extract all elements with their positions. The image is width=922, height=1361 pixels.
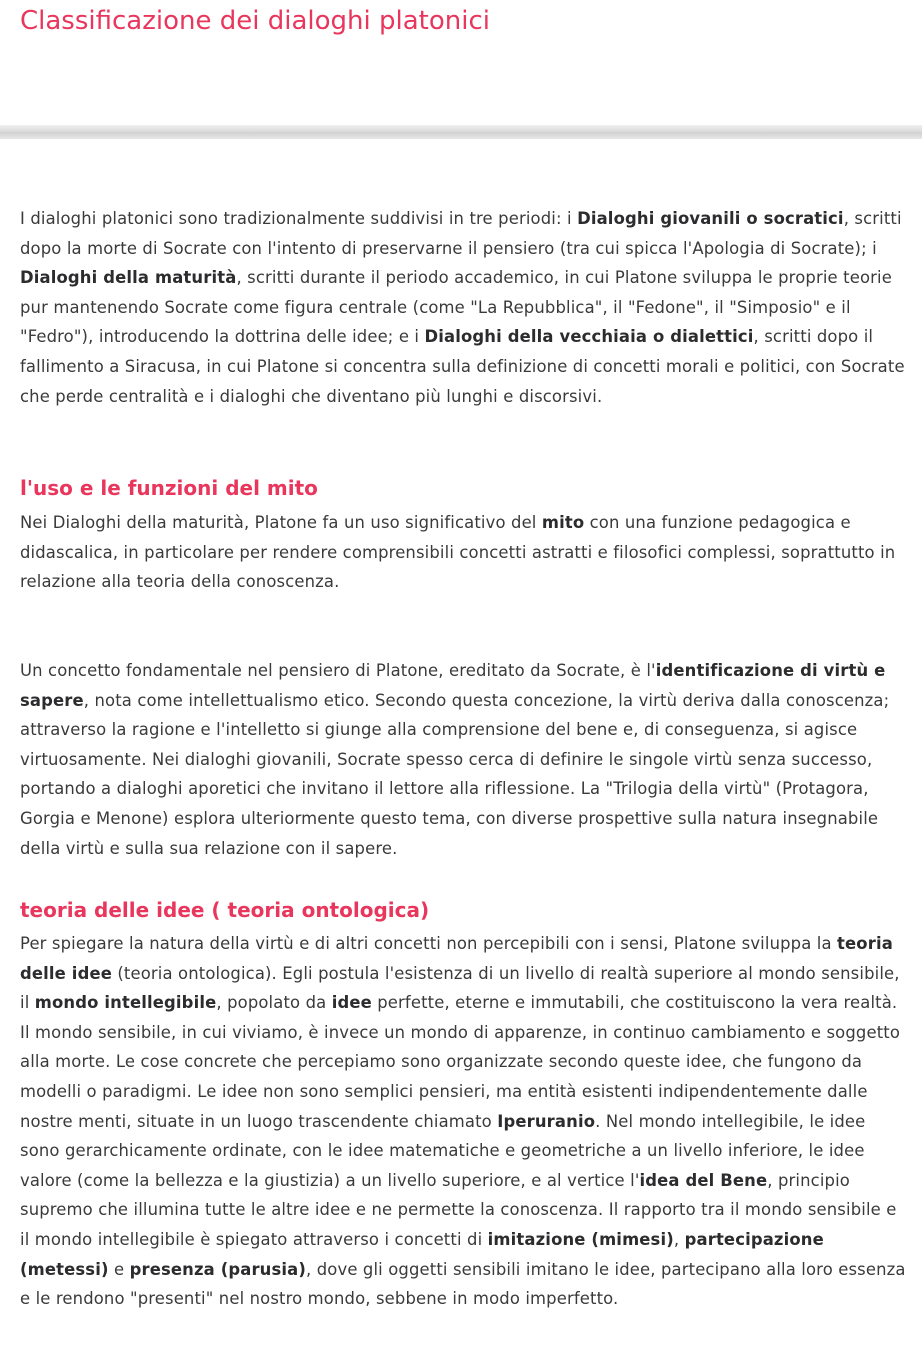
paragraph-mito: [20, 508, 908, 597]
text-run: , nota come intellettualismo etico. Secondo questa concezione, la virtù deriva dalla conoscenza; attraverso la ragione e l'intelletto si giunge alla comprensione del bene e, di conseguenza, si agisce virtuosamente. Nei dialoghi giovanili, Socrate spesso cerca di definire le singole virtù senza successo, portando a dialoghi aporetici che invitano il lettore alla riflessione. La "Trilogia della virtù" (Protagora, Gorgia e Menone) esplora ulteriormente questo tema, con diverse prospettive sulla natura insegnabile della virtù e sulla sua relazione con il sapere.: [20, 690, 890, 858]
bold-run: Dialoghi della vecchiaia o dialettici: [424, 327, 754, 347]
bold-run: identificazione di virtù e sapere: [20, 661, 886, 710]
text-run: , scritti dopo la morte di Socrate con l'intento di preservarne il pensiero (tra cui spicca l'Apologia di Socrate); i: [20, 209, 902, 258]
text-run: con una funzione pedagogica e didascalica, in particolare per rendere comprensibili concetti astratti e filosofici complessi, soprattutto in relazione alla teoria della conoscenza.: [20, 513, 896, 592]
text-run: I dialoghi platonici sono tradizionalmente suddivisi in tre periodi: i: [20, 209, 578, 228]
text-run: Nei Dialoghi della maturità, Platone fa un uso significativo del: [20, 513, 542, 532]
bold-run: mondo intellegibile: [34, 993, 217, 1013]
bold-run: Dialoghi della maturità: [20, 268, 237, 288]
text-run: Un concetto fondamentale nel pensiero di Platone, ereditato da Socrate, è l': [20, 661, 656, 680]
section-heading-mito: l'uso e le funzioni del mito: [20, 476, 318, 500]
text-run: , principio supremo che illumina tutte le altre idee e ne permette la conoscenza. Il rapporto tra il mondo sensibile e il mondo intellegibile è spiegato attraverso i concetti di: [20, 1170, 897, 1249]
bold-run: presenza (parusia): [129, 1259, 307, 1279]
text-run: , dove gli oggetti sensibili imitano le idee, partecipano alla loro essenza e le rendono "presenti" nel nostro mondo, sebbene in modo imperfetto.: [20, 1259, 906, 1309]
bold-run: teoria delle idee: [20, 934, 893, 983]
text-run: perfette, eterne e immutabili, che costituiscono la vera realtà. Il mondo sensibile, in cui viviamo, è invece un mondo di apparenze, in continuo cambiamento e soggetto alla morte. Le cose concrete che percepiamo sono organizzate secondo queste idee, che fungono da modelli o paradigmi. Le idee non sono semplici pensieri, ma entità esistenti indipendentemente dalle nostre menti, situate in un luogo trascendente chiamato: [20, 993, 901, 1131]
section-heading-teoria-idee: teoria delle idee ( teoria ontologica): [20, 898, 430, 922]
text-run: . Nel mondo intellegibile, le idee sono gerarchicamente ordinate, con le idee matematiche e geometriche a un livello inferiore, le idee valore (come la bellezza e la giustizia) a un livello superiore, e al vertice l': [20, 1111, 866, 1190]
bold-run: idea del Bene: [639, 1170, 768, 1190]
bold-run: partecipazione (metessi): [20, 1229, 824, 1279]
horizontal-divider: [0, 125, 922, 139]
text-run: ,: [673, 1229, 685, 1249]
paragraph-periods: [20, 204, 908, 411]
text-run: , popolato da: [216, 993, 332, 1013]
text-run: , scritti durante il periodo accademico, in cui Platone sviluppa le proprie teorie pur mantenendo Socrate come figura centrale (come "La Repubblica", il "Fedone", il "Simposio" e il "Fedro"), introducendo la dottrina delle idee; e i: [20, 268, 892, 347]
text-run: (teoria ontologica). Egli postula l'esistenza di un livello di realtà superiore al mondo sensibile, il: [20, 963, 900, 1013]
text-run: Per spiegare la natura della virtù e di altri concetti non percepibili con i sensi, Platone sviluppa la: [20, 934, 838, 953]
bold-run: Dialoghi giovanili o socratici: [577, 209, 844, 228]
text-run: e: [108, 1259, 130, 1279]
bold-run: mito: [541, 513, 585, 532]
bold-run: idee: [331, 993, 372, 1013]
paragraph-virtu-sapere: [20, 656, 908, 863]
bold-run: Iperuranio: [497, 1111, 596, 1131]
paragraph-teoria-idee: [20, 929, 908, 1314]
bold-run: imitazione (mimesi): [487, 1229, 674, 1249]
text-run: , scritti dopo il fallimento a Siracusa, in cui Platone si concentra sulla definizione di concetti morali e politici, con Socrate che perde centralità e i dialoghi che diventano più lunghi e discorsivi.: [20, 327, 905, 406]
page-title: Classificazione dei dialoghi platonici: [20, 6, 490, 36]
